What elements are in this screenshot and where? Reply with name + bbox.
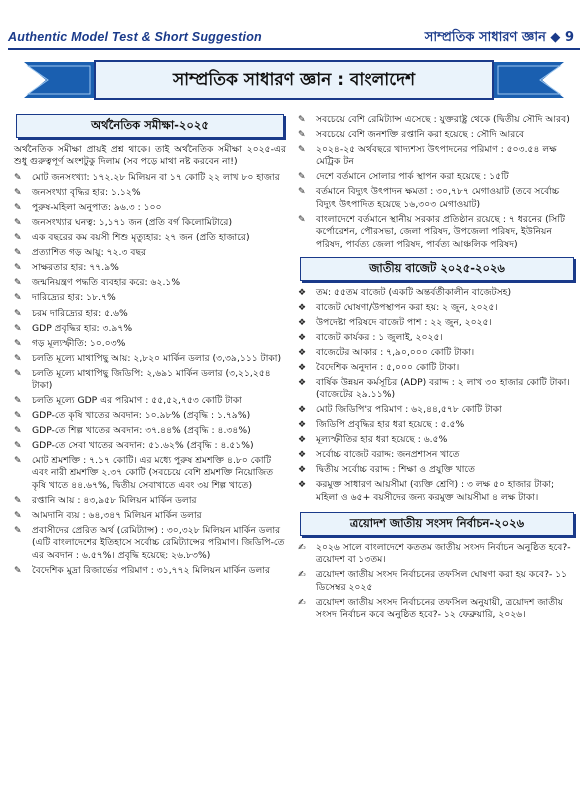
list-item xyxy=(14,410,286,422)
pin-icon: ✎ xyxy=(14,510,22,521)
list-item-text: চলতি মূল্যে GDP এর পরিমাণ : ৫৫,৫২,৭৫৩ কোটি টাকা xyxy=(32,395,242,406)
budget-list xyxy=(298,287,576,504)
list-item-text: রপ্তানি আয় : ৪৩,৯৫৮ মিলিয়ন মার্কিন ডলার xyxy=(32,494,197,506)
list-item xyxy=(298,186,576,211)
list-item xyxy=(298,347,576,359)
list-item-text: সাক্ষরতার হার: ৭৭.৯% xyxy=(32,262,119,274)
list-item-text: মোট জনসংখ্যা: ১৭২.২৮ মিলিয়ন বা ১৭ কোটি ২২ লাখ ৮০ হাজার xyxy=(32,172,280,184)
list-item-text: প্রত্যাশিত গড় আয়ু: ৭২.৩ বছর xyxy=(32,247,147,259)
list-item-text: বৈদেশিক অনুদান : ৫,০০০ কোটি টাকা। xyxy=(316,361,460,373)
list-item-text: GDP-তে শিল্প খাতের অবদান: ৩৭.৪৪% (প্রবৃদ্ধি : ৪.৩৪%) xyxy=(32,425,251,437)
list-item xyxy=(298,569,576,594)
list-item-text: চরম দারিদ্র্যের হার: ৫.৬% xyxy=(32,307,128,319)
list-item-text: মোট জিডিপি'র পরিমাণ : ৬২,৪৪,৫৭৮ কোটি টাকা xyxy=(316,404,502,416)
list-item xyxy=(14,338,286,350)
pin-icon: ✎ xyxy=(14,353,22,364)
list-item xyxy=(298,449,576,461)
pin-icon: ✎ xyxy=(14,173,22,184)
pin-icon: ✎ xyxy=(14,426,22,437)
list-item-text: গড় মূল্যস্ফীতি: ১০.০৩% xyxy=(32,337,126,349)
list-item xyxy=(14,495,286,507)
list-item-text: বাজেটের আকার : ৭,৯০,০০০ কোটি টাকা। xyxy=(316,346,475,358)
diamond-icon: ❖ xyxy=(298,302,307,313)
pin-icon: ✎ xyxy=(298,214,306,225)
left-column xyxy=(14,114,286,580)
list-item-text: দ্বিতীয় সর্বোচ্চ বরাদ্দ : শিক্ষা ও প্রযুক্তি খাতে xyxy=(316,464,476,476)
list-item xyxy=(14,353,286,365)
list-item xyxy=(14,217,286,229)
pin-icon: ✎ xyxy=(14,323,22,334)
pin-icon: ✎ xyxy=(14,248,22,259)
pin-icon: ✎ xyxy=(298,115,306,125)
page-header xyxy=(0,0,588,52)
list-item xyxy=(298,171,576,183)
chapter-title: সাম্প্রতিক সাধারণ জ্ঞান : বাংলাদেশ xyxy=(172,70,416,90)
section-intro: অর্থনৈতিক সমীক্ষা প্রায়ই প্রশ্ন থাকে। তাই অর্থনৈতিক সমীক্ষা ২০২৫-এর শুধু গুরুত্বপূর্ণ অংশটুকু দিলাম (সব পড়ে মাথা নষ্ট করবেন না!) xyxy=(14,143,286,167)
list-item xyxy=(298,302,576,314)
election-list xyxy=(298,542,576,622)
right-column xyxy=(298,114,576,624)
list-item xyxy=(14,395,286,407)
pin-icon: ✎ xyxy=(298,172,306,183)
pin-icon: ✎ xyxy=(298,145,306,156)
list-item xyxy=(14,262,286,274)
list-item-text: জিডিপি প্রবৃদ্ধির হার ধরা হয়েছে : ৫.৫% xyxy=(316,419,465,431)
pin-icon: ✎ xyxy=(14,233,22,244)
diamond-icon: ❖ xyxy=(298,480,307,491)
list-item xyxy=(14,232,286,244)
list-item xyxy=(298,434,576,446)
list-item-text: বার্ষিক উন্নয়ন কর্মসূচির (ADP) বরাদ্দ : ২ লাখ ৩০ হাজার কোটি টাকা। (বাজেটের ২৯.১১%) xyxy=(316,376,570,401)
list-item xyxy=(14,510,286,522)
pen-icon: ✍ xyxy=(298,570,306,581)
pin-icon: ✎ xyxy=(14,456,22,467)
pin-icon: ✎ xyxy=(14,338,22,349)
list-item-text: এক বছরের কম বয়সী শিশু মৃত্যুহার: ২৭ জন (প্রতি হাজারে) xyxy=(32,232,250,244)
list-item xyxy=(298,114,576,126)
pin-icon: ✎ xyxy=(14,525,22,536)
list-item xyxy=(298,419,576,431)
list-item xyxy=(14,187,286,199)
list-item-text: GDP-তে কৃষি খাতের অবদান: ১০.৯৮% (প্রবৃদ্ধি : ১.৭৯%) xyxy=(32,410,251,422)
list-item xyxy=(298,214,576,251)
pin-icon: ✎ xyxy=(14,495,22,506)
list-item-text: আমদানি ব্যয় : ৬৪,৩৪৭ মিলিয়ন মার্কিন ডলার xyxy=(32,509,202,521)
pin-icon: ✎ xyxy=(14,308,22,319)
list-item-text: সবচেয়ে বেশি রেমিট্যান্স এসেছে : যুক্তরাষ্ট্র থেকে (দ্বিতীয় সৌদি আরব) xyxy=(316,114,570,125)
list-item-text: উপদেষ্টা পরিষদে বাজেট পাশ : ২২ জুন, ২০২৫। xyxy=(316,316,492,328)
list-item xyxy=(14,202,286,214)
diamond-icon: ❖ xyxy=(298,347,307,358)
pin-icon: ✎ xyxy=(14,188,22,199)
list-item-text: বর্তমানে বিদ্যুৎ উৎপাদন ক্ষমতা : ৩০,৭৮৭ মেগাওয়াট (তবে সর্বোচ্চ বিদ্যুৎ উৎপাদিত হয়েছে ১৬,৩০৩ মেগাওয়াট) xyxy=(316,186,560,210)
diamond-icon: ❖ xyxy=(298,362,307,373)
list-item xyxy=(14,565,286,577)
pin-icon: ✎ xyxy=(14,203,22,214)
diamond-icon: ❖ xyxy=(298,435,307,446)
list-item-text: বাজেট কার্যকর : ১ জুলাই, ২০২৫। xyxy=(316,331,443,343)
list-item xyxy=(14,247,286,259)
list-item xyxy=(298,129,576,141)
list-item xyxy=(298,317,576,329)
pin-icon: ✎ xyxy=(14,218,22,229)
list-item-text: বাংলাদেশে বর্তমানে স্থানীয় সরকার প্রতিষ্ঠান রয়েছে : ৭ ধরনের (সিটি কর্পোরেশন, পৌরসভা, জেলা পরিষদ, উপজেলা পরিষদ, ইউনিয়ন পরিষদ, পার্বত্য জেলা পরিষদ, পার্বত্য আঞ্চলিক পরিষদ) xyxy=(316,213,566,250)
list-item-text: জনসংখ্যার ঘনত্ব: ১,১৭১ জন (প্রতি বর্গ কিলোমিটারে) xyxy=(32,217,233,229)
diamond-icon: ❖ xyxy=(298,405,307,416)
pin-icon: ✎ xyxy=(14,411,22,422)
diamond-icon: ❖ xyxy=(298,377,307,388)
list-item xyxy=(14,525,286,562)
list-item xyxy=(14,425,286,437)
pen-icon: ✍ xyxy=(298,597,306,608)
list-item xyxy=(14,440,286,452)
pin-icon: ✎ xyxy=(298,130,306,141)
pin-icon: ✎ xyxy=(14,263,22,274)
diamond-icon: ❖ xyxy=(298,287,307,298)
list-item-text: জন্মনিয়ন্ত্রণ পদ্ধতি ব্যবহার করে: ৬২.১% xyxy=(32,277,181,289)
pin-icon: ✎ xyxy=(14,293,22,304)
list-item-text: সবচেয়ে বেশি জনশক্তি রপ্তানি করা হয়েছে : সৌদি আরবে xyxy=(316,129,525,141)
list-item xyxy=(298,597,576,622)
economic-list xyxy=(14,172,286,577)
diamond-icon: ❖ xyxy=(298,465,307,476)
list-item-text: ত্রয়োদশ জাতীয় সংসদ নির্বাচনের তফসিল অনুযায়ী, ত্রয়োদশ জাতীয় সংসদ নির্বাচন কবে অনুষ্ঠিত হবে?- ১২ ফেব্রুয়ারি, ২০২৬। xyxy=(316,596,564,620)
pin-icon: ✎ xyxy=(298,187,306,198)
list-item xyxy=(14,172,286,184)
list-item xyxy=(298,377,576,402)
list-item xyxy=(14,277,286,289)
list-item-text: দেশে বর্তমানে সোলার পার্ক স্থাপন করা হয়েছে : ১৫টি xyxy=(316,171,509,183)
list-item xyxy=(14,292,286,304)
pin-icon: ✎ xyxy=(14,441,22,452)
list-item xyxy=(298,479,576,504)
page-section-label: সাম্প্রতিক সাধারণ জ্ঞান ◆ 9 xyxy=(424,30,574,45)
pen-icon: ✍ xyxy=(298,542,306,553)
diamond-icon: ❖ xyxy=(298,317,307,328)
list-item-text: ত্রয়োদশ জাতীয় সংসদ নির্বাচনের তফসিল ঘোষণা করা হয় কবে?- ১১ ডিসেম্বর ২০২৫ xyxy=(316,569,568,593)
book-title: Authentic Model Test & Short Suggestion xyxy=(8,30,262,44)
chapter-banner xyxy=(24,58,564,102)
list-item xyxy=(14,455,286,492)
list-item-text: চলতি মূল্যে মাথাপিছু জিডিপি: ২,৬৯১ মার্কিন ডলার (৩,২১,২৫৪ টাকা) xyxy=(32,367,271,391)
list-item-text: প্রবাসীদের প্রেরিত অর্থ (রেমিট্যান্স) : ৩০,৩২৮ মিলিয়ন মার্কিন ডলার (এটি বাংলাদেশের ইতিহাসে সর্বোচ্চ রেমিট্যান্সের পরিমাণ। জিডিপি-তে এর অবদান : ৬.৫৭%। প্রবৃদ্ধি হয়েছে: ২৬.৮৩%) xyxy=(32,524,285,561)
pin-icon: ✎ xyxy=(14,396,22,406)
economic-list-continued xyxy=(298,114,576,251)
pin-icon: ✎ xyxy=(14,278,22,289)
list-item-text: ২০২৪-২৫ অর্থবছরে খাদ্যশস্য উৎপাদনের পরিমাণ : ৫০৩.৫৪ লক্ষ মেট্রিক টন xyxy=(316,144,557,168)
list-item-text: চলতি মূল্যে মাথাপিছু আয়: ২,৮২০ মার্কিন ডলার (৩,৩৯,১১১ টাকা) xyxy=(32,352,282,364)
list-item-text: দারিদ্র্যের হার: ১৮.৭% xyxy=(32,292,116,304)
list-item xyxy=(298,542,576,567)
section-title-economic: অর্থনৈতিক সমীক্ষা-২০২৫ xyxy=(16,114,284,138)
section-title-election: ত্রয়োদশ জাতীয় সংসদ নির্বাচন-২০২৬ xyxy=(300,512,574,536)
list-item-text: পুরুষ-মহিলা অনুপাত: ৯৬.৩ : ১০০ xyxy=(32,202,162,214)
list-item xyxy=(298,362,576,374)
section-title-budget: জাতীয় বাজেট ২০২৫-২০২৬ xyxy=(300,257,574,281)
list-item-text: GDP-তে সেবা খাতের অবদান: ৫১.৬২% (প্রবৃদ্ধি : ৪.৫১%) xyxy=(32,440,254,452)
list-item-text: ২০২৬ সালে বাংলাদেশে কততম জাতীয় সংসদ নির্বাচন অনুষ্ঠিত হবে?- ত্রয়োদশ বা ১৩তম। xyxy=(316,541,571,566)
list-item xyxy=(14,323,286,335)
list-item-text: জনসংখ্যা বৃদ্ধির হার: ১.১২% xyxy=(32,187,141,199)
pin-icon: ✎ xyxy=(14,368,22,379)
list-item-text: করমুক্ত সাধারণ আয়সীমা (ব্যক্তি শ্রেণি) : ৩ লক্ষ ৫০ হাজার টাকা; মহিলা ও ৬৫+ বয়সীদের জন্য করমুক্ত আয়সীমা ৪ লক্ষ টাকা। xyxy=(316,479,555,503)
list-item-text: GDP প্রবৃদ্ধির হার: ৩.৯৭% xyxy=(32,322,133,334)
list-item-text: মোট শ্রমশক্তি : ৭.১৭ কোটি। এর মধ্যে পুরুষ শ্রমশক্তি ৪.৮০ কোটি এবং নারী শ্রমশক্তি ২.৩৭ কোটি (সবচেয়ে বেশি শ্রমশক্তি নিয়োজিত কৃষি খাতে ৪৪.৬৭%, দ্বিতীয় সেবাখাতে এবং ৩য় শিল্প খাতে) xyxy=(32,455,274,491)
list-item xyxy=(14,368,286,393)
list-item-text: মূল্যস্ফীতির হার ধরা হয়েছে : ৬.৫% xyxy=(316,434,448,446)
list-item xyxy=(298,144,576,169)
list-item xyxy=(298,404,576,416)
list-item xyxy=(14,308,286,320)
diamond-icon: ❖ xyxy=(298,332,307,343)
list-item-text: বৈদেশিক মুদ্রা রিজার্ভের পরিমাণ : ৩১,৭৭২ মিলিয়ন মার্কিন ডলার xyxy=(32,564,271,576)
pin-icon: ✎ xyxy=(14,565,22,576)
diamond-icon: ❖ xyxy=(298,450,307,461)
header-rule xyxy=(8,48,580,50)
list-item xyxy=(298,287,576,299)
list-item xyxy=(298,332,576,344)
diamond-icon: ❖ xyxy=(298,420,307,431)
list-item-text: সর্বোচ্চ বাজেট বরাদ্দ: জনপ্রশাসন খাতে xyxy=(316,449,460,461)
list-item xyxy=(298,464,576,476)
list-item-text: তম: ৫৫তম বাজেট (একটি অন্তর্বর্তীকালীন বাজেটসহ) xyxy=(316,286,512,298)
list-item-text: বাজেট ঘোষণা/উপস্থাপন করা হয়: ২ জুন, ২০২৫। xyxy=(316,301,498,313)
